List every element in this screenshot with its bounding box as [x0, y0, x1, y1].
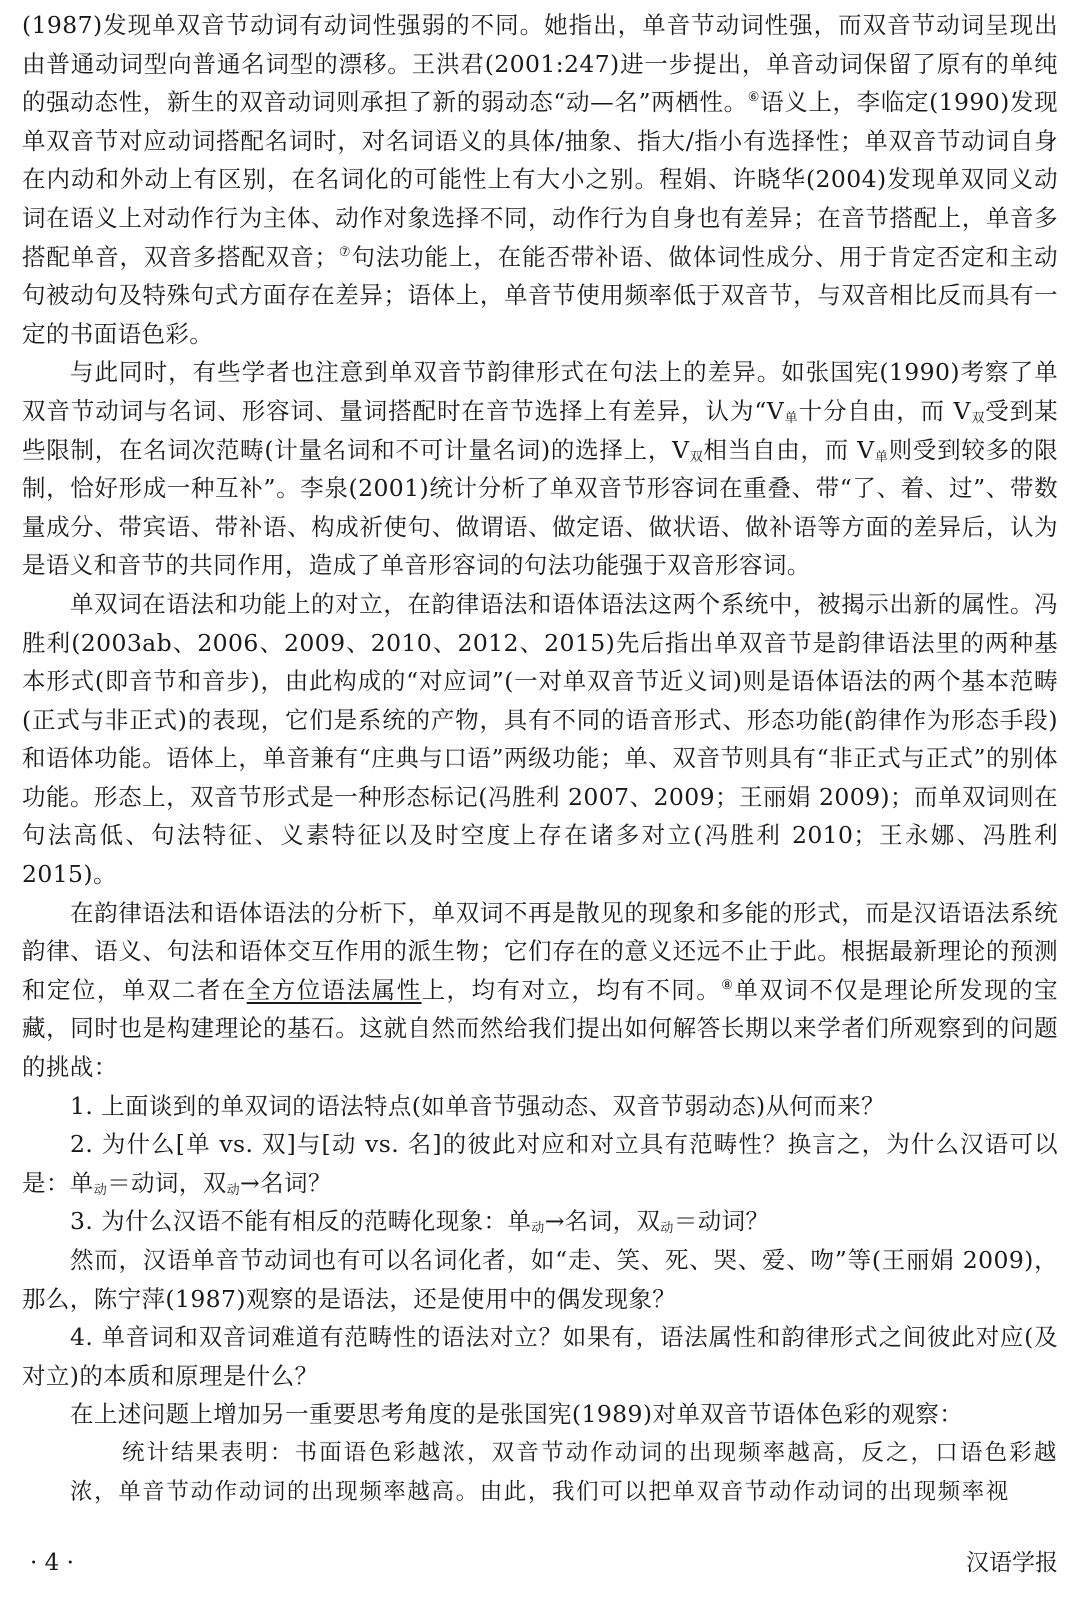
underlined-phrase: 全方位语法属性 [246, 975, 422, 1004]
page-number: · 4 · [30, 1550, 74, 1576]
paragraph-3: 单双词在语法和功能上的对立，在韵律语法和语体语法这两个系统中，被揭示出新的属性。冯胜利(2003ab、2006、2009、2010、2012、2015)先后指出单双音节是韵律语法里的两种基本形式(即音节和音步)，由此构成的“对应词”(一对单双音节近义词)则是语体语法的两个基本范畴(正式与非正式)的表现，它们是系统的产物，具有不同的语音形式、形态功能(韵律作为形态手段)和语体功能。语体上，单音兼有“庄典与口语”两级功能；单、双音节则具有“非正式与正式”的别体功能。形态上，双音节形式是一种形态标记(冯胜利 2007、2009；王丽娟 2009)；而单双词则在句法高低、句法特征、义素特征以及时空度上存在诸多对立(冯胜利 2010；王永娜、冯胜利 2015)。 [22, 589, 1058, 889]
article-body [22, 6, 1058, 1511]
question-4: 4. 单音词和双音词难道有范畴性的语法对立？如果有，语法属性和韵律形式之间彼此对应(及对立)的本质和原理是什么？ [22, 1323, 1058, 1390]
paragraph-6: 在上述问题上增加另一重要思考角度的是张国宪(1989)对单双音节语体色彩的观察： [70, 1400, 964, 1429]
paragraph-2: 与此同时，有些学者也注意到单双音节韵律形式在句法上的差异。如张国宪(1990)考察了单双音节动词与名词、形容词、量词搭配时在音节选择上有差异，认为“$V_单$十分自由，而 $V_双$受到某些限制，在名词次范畴(计量名词和不可计量名词)的选择上，$V_双$相当自由，而 $V_单$则受到较多的限制，恰好形成一种互补”。李泉(2001)统计分析了单双音节形容词在重叠、带“了、着、过”、带数量成分、带宾语、带补语、构成祈使句、做谓语、做定语、做状语、做补语等方面的差异后，认为是语义和音节的共同作用，造成了单音形容词的句法功能强于双音形容词。 [22, 358, 1058, 580]
journal-name: 汉语学报 [966, 1550, 1058, 1576]
paragraph-5: 然而，汉语单音节动词也有可以名词化者，如“走、笑、死、哭、爱、吻”等(王丽娟 2009)，那么，陈宁萍(1987)观察的是语法，还是使用中的偶发现象？ [22, 1246, 1058, 1313]
footnote-marker[interactable]: ⑥ [747, 90, 761, 106]
question-2: 2. 为什么[单 vs. 双]与[动 vs. 名]的彼此对应和对立具有范畴性？换言之，为什么汉语可以是：单$_动$＝动词，双$_动$→名词？ [22, 1130, 1058, 1198]
paragraph-4: 在韵律语法和语体语法的分析下，单双词不再是散见的现象和多能的形式，而是汉语语法系统韵律、语义、句法和语体交互作用的派生物；它们存在的意义还远不止于此。根据最新理论的预测和定位，单双二者在全方位语法属性上，均有对立，均有不同。⑧单双词不仅是理论所发现的宝藏，同时也是构建理论的基石。这就自然而然给我们提出如何解答长期以来学者们所观察到的问题的挑战： [22, 898, 1058, 1082]
question-3: 3. 为什么汉语不能有相反的范畴化现象：单$_动$→名词，双$_动$＝动词？ [70, 1207, 770, 1237]
footnote-marker[interactable]: ⑧ [721, 978, 735, 994]
block-quote: 统计结果表明：书面语色彩越浓，双音节动作动词的出现频率越高，反之，口语色彩越浓，单音节动作动词的出现频率越高。由此，我们可以把单双音节动作动词的出现频率视 [70, 1439, 1058, 1505]
question-1: 1. 上面谈到的单双词的语法特点(如单音节强动态、双音节弱动态)从何而来？ [70, 1091, 886, 1120]
paragraph-1: (1987)发现单双音节动词有动词性强弱的不同。她指出，单音节动词性强，而双音节动词呈现出由普通动词型向普通名词型的漂移。王洪君(2001:247)进一步提出，单音动词保留了原有的单纯的强动态性，新生的双音动词则承担了新的弱动态“动—名”两栖性。⑥语义上，李临定(1990)发现单双音节对应动词搭配名词时，对名词语义的具体/抽象、指大/指小有选择性；单双音节动词自身在内动和外动上有区别，在名词化的可能性上有大小之别。程娟、许晓华(2004)发现单双同义动词在语义上对动作行为主体、动作对象选择不同，动作行为自身也有差异；在音节搭配上，单音多搭配单音，双音多搭配双音；⑦句法功能上，在能否带补语、做体词性成分、用于肯定否定和主动句被动句及特殊句式方面存在差异；语体上，单音节使用频率低于双音节，与双音相比反而具有一定的书面语色彩。 [22, 11, 1058, 348]
footnote-marker[interactable]: ⑦ [338, 244, 352, 260]
